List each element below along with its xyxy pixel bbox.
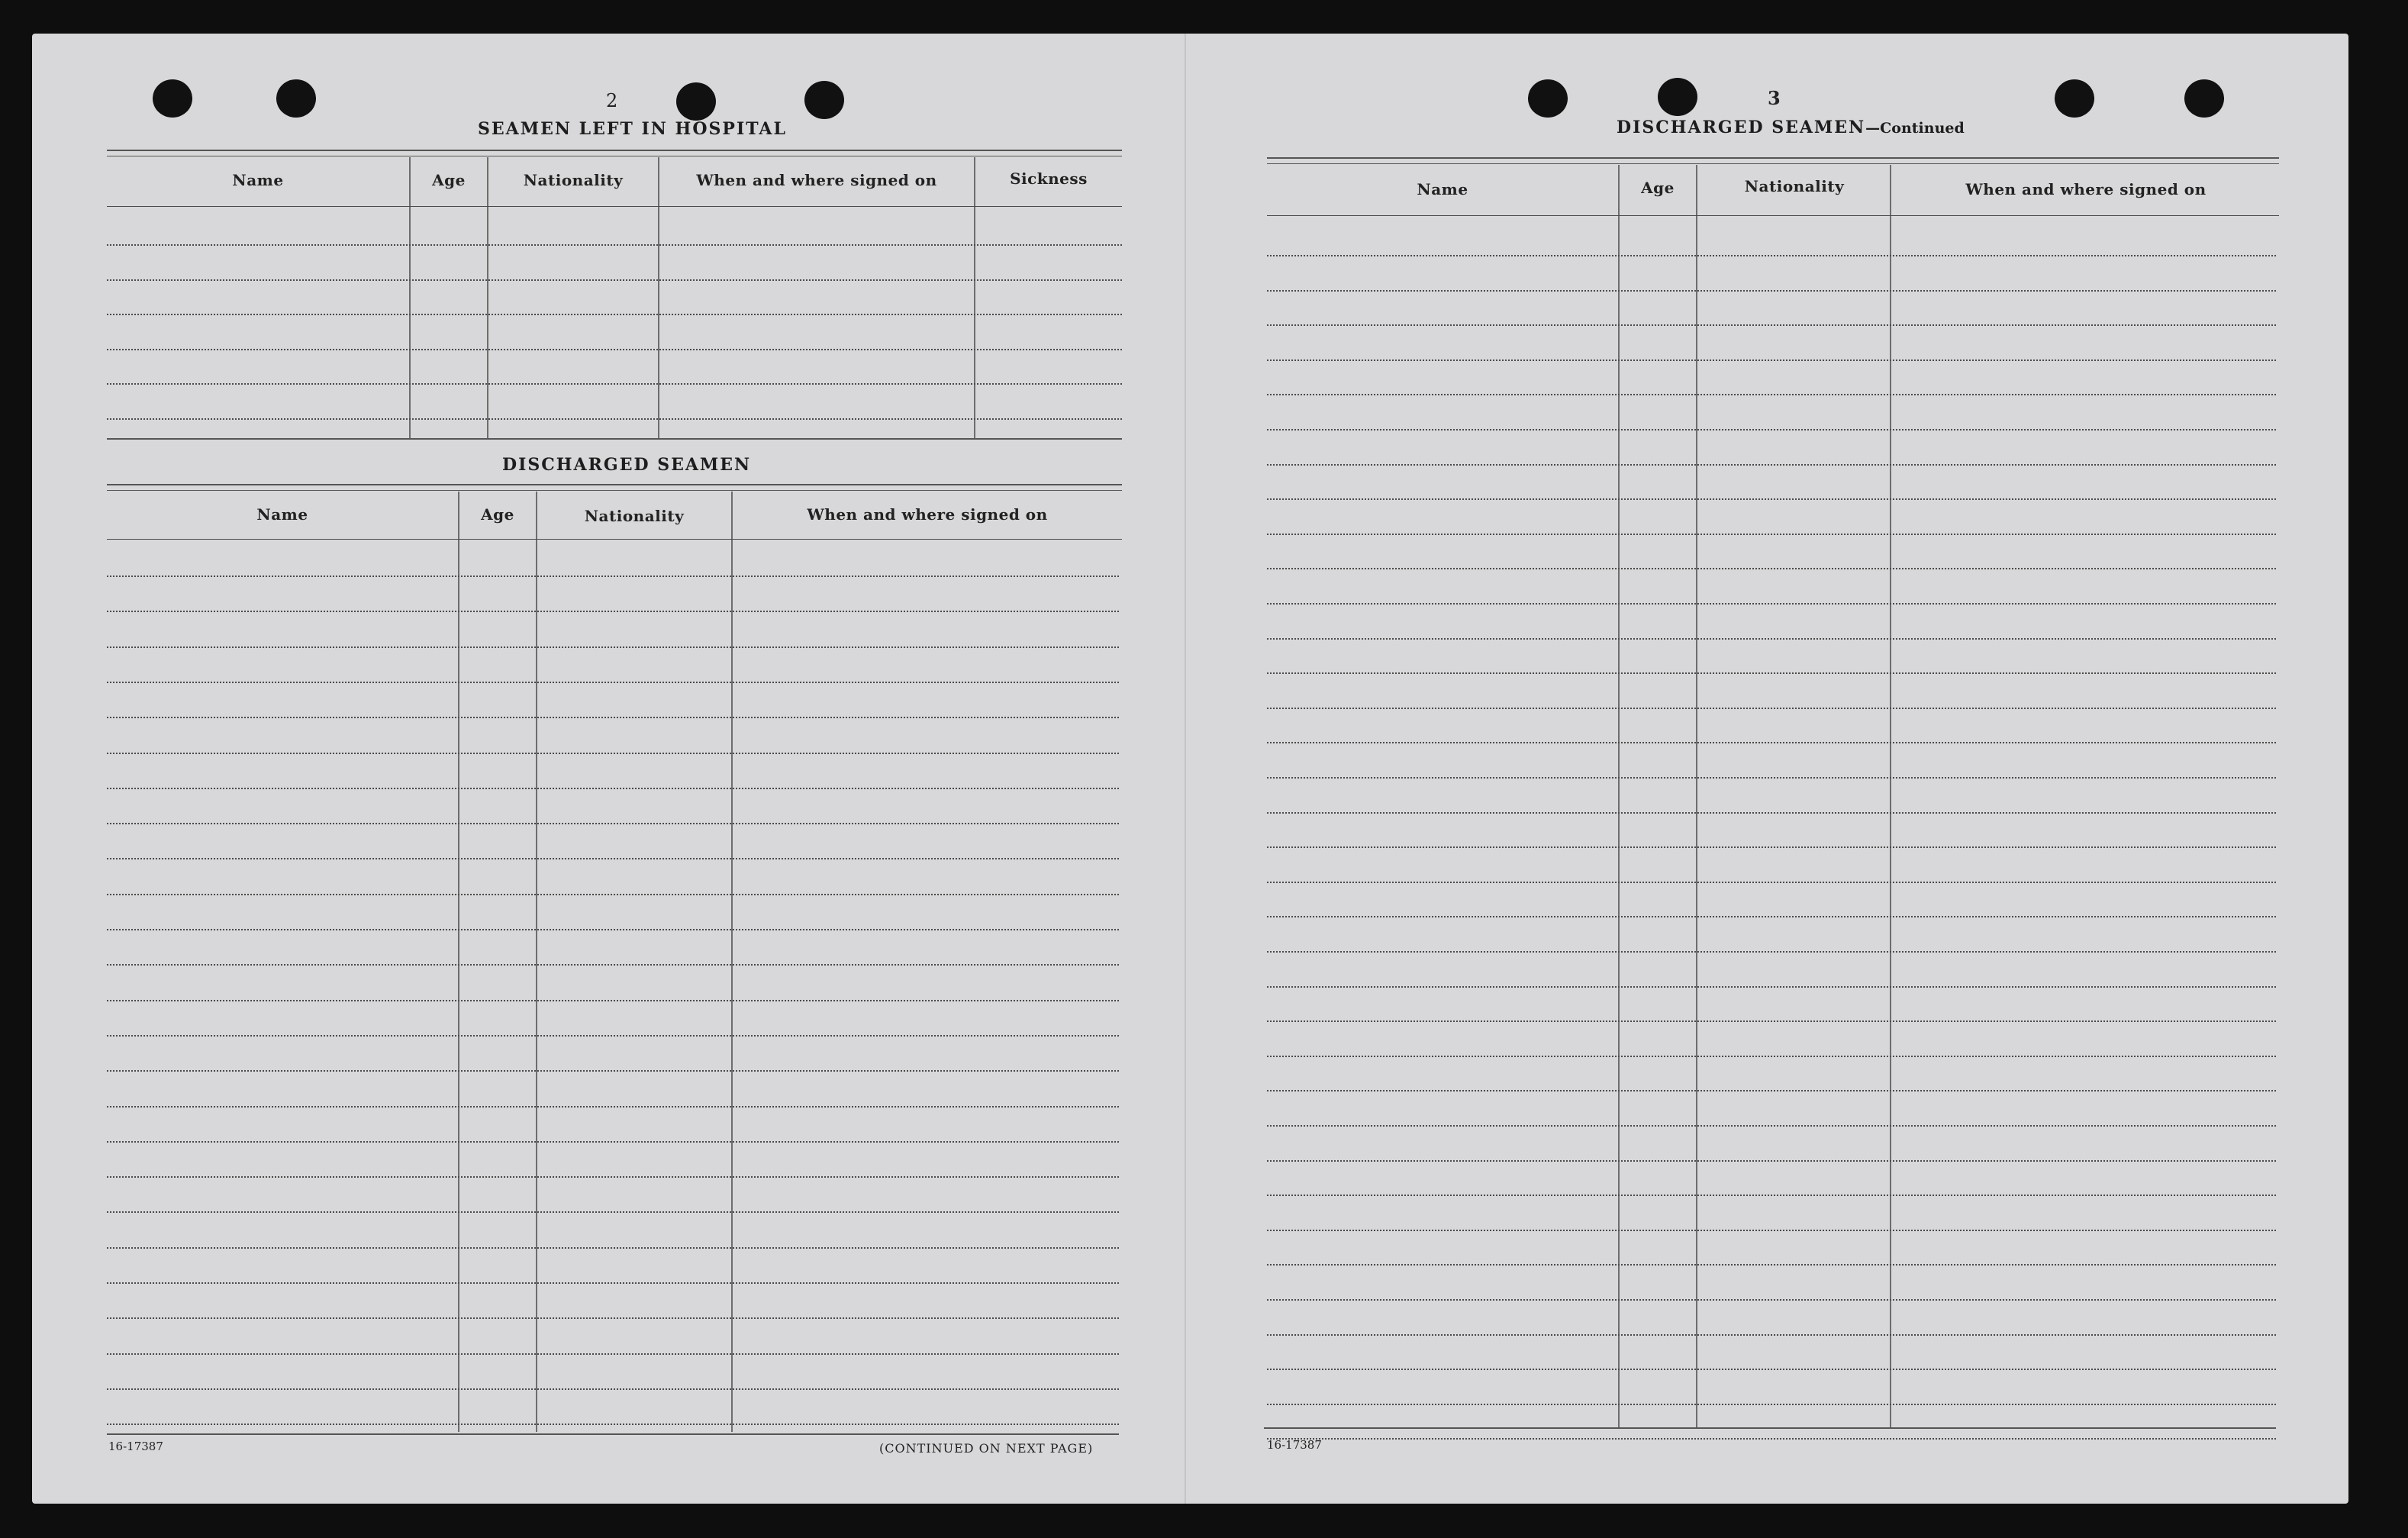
table-row — [1267, 324, 2276, 326]
table-row — [1267, 1090, 2276, 1091]
binder-hole-icon — [276, 79, 316, 118]
table-row — [107, 349, 1122, 350]
table-row — [1267, 1056, 2276, 1057]
header-underline — [107, 539, 1122, 540]
binder-hole-icon — [153, 79, 192, 118]
table-row — [1267, 882, 2276, 883]
table-top-rule — [1267, 163, 2279, 164]
table-row — [1267, 708, 2276, 709]
table-row — [1267, 498, 2276, 500]
table-row — [107, 1000, 1119, 1001]
table-row — [1267, 812, 2276, 814]
continued-suffix: —Continued — [1865, 120, 1965, 137]
column-divider — [487, 157, 488, 438]
table-row — [107, 858, 1119, 859]
table-row — [1267, 986, 2276, 988]
table-row — [107, 1211, 1119, 1213]
binder-hole-icon — [2055, 79, 2094, 118]
column-header-signed-on: When and where signed on — [1965, 180, 2207, 198]
table-row — [107, 1035, 1119, 1037]
table-bottom-rule — [107, 1433, 1119, 1435]
table-row — [1267, 1125, 2276, 1127]
table-row — [1267, 1020, 2276, 1022]
table-row — [1267, 951, 2276, 953]
table-row — [1267, 290, 2276, 292]
table-row — [107, 1317, 1119, 1319]
table-top-rule — [107, 150, 1122, 151]
table-row — [1267, 742, 2276, 743]
column-header-age: Age — [1641, 179, 1675, 197]
binder-hole-icon — [2184, 79, 2224, 118]
column-header-name: Name — [1417, 180, 1468, 198]
table-row — [1267, 394, 2276, 395]
table-row — [107, 1070, 1119, 1072]
column-header-sickness: Sickness — [1010, 169, 1088, 188]
table-row — [107, 1388, 1119, 1390]
column-divider — [409, 157, 411, 438]
binder-hole-icon — [804, 81, 844, 119]
table-row — [1267, 534, 2276, 535]
column-header-age: Age — [481, 505, 514, 524]
column-header-nationality: Nationality — [523, 171, 624, 189]
column-header-signed-on: When and where signed on — [696, 171, 937, 189]
table-row — [1267, 429, 2276, 430]
header-underline — [107, 206, 1122, 207]
column-divider — [1618, 165, 1620, 1427]
table-top-rule — [1267, 157, 2279, 159]
form-number: 16-17387 — [1267, 1438, 1322, 1452]
table-row — [107, 788, 1119, 789]
table-row — [107, 244, 1122, 246]
table-row — [107, 418, 1122, 420]
table-row — [107, 1106, 1119, 1108]
column-divider — [974, 157, 975, 438]
table-row — [107, 1424, 1119, 1425]
table-top-rule — [107, 490, 1122, 491]
table-row — [1267, 916, 2276, 917]
table-row — [1267, 255, 2276, 256]
table-row — [1267, 603, 2276, 605]
table-row — [1267, 1195, 2276, 1196]
table-row — [1267, 464, 2276, 466]
table-row — [107, 576, 1119, 577]
table-bottom-rule — [1264, 1427, 2276, 1429]
table-row — [107, 279, 1122, 281]
table-row — [107, 611, 1119, 612]
column-header-name: Name — [232, 171, 284, 189]
table-row — [107, 929, 1119, 930]
table-row — [1267, 360, 2276, 361]
column-divider — [1696, 165, 1697, 1427]
table-row — [1267, 568, 2276, 569]
table-row — [1267, 1438, 2276, 1440]
section-title-text: DISCHARGED SEAMEN — [1617, 118, 1866, 137]
page-number: 3 — [1768, 87, 1781, 109]
table-row — [1267, 1230, 2276, 1231]
table-row — [107, 1282, 1119, 1284]
column-header-age: Age — [432, 171, 466, 189]
binder-hole-icon — [1658, 78, 1697, 116]
binder-hole-icon — [676, 82, 716, 121]
table-row — [1267, 672, 2276, 674]
table-row — [1267, 1404, 2276, 1405]
table-row — [107, 717, 1119, 718]
column-header-nationality: Nationality — [1744, 177, 1845, 195]
page-number: 2 — [606, 90, 618, 111]
column-header-name: Name — [256, 505, 308, 524]
header-underline — [1267, 215, 2279, 216]
table-row — [1267, 1299, 2276, 1301]
form-number: 16-17387 — [108, 1440, 163, 1453]
table-row — [107, 314, 1122, 315]
table-row — [107, 1176, 1119, 1178]
table-row — [1267, 638, 2276, 640]
column-divider — [731, 492, 733, 1432]
table-row — [107, 753, 1119, 754]
table-row — [107, 823, 1119, 824]
table-row — [107, 646, 1119, 648]
table-row — [107, 964, 1119, 966]
table-row — [107, 1247, 1119, 1249]
column-header-signed-on: When and where signed on — [807, 505, 1048, 524]
column-divider — [536, 492, 537, 1432]
table-bottom-rule — [107, 438, 1122, 440]
table-row — [1267, 1264, 2276, 1266]
table-row — [107, 1353, 1119, 1355]
table-row — [1267, 846, 2276, 848]
table-row — [1267, 1369, 2276, 1370]
binder-hole-icon — [1528, 79, 1568, 118]
table-row — [1267, 1334, 2276, 1336]
table-row — [107, 682, 1119, 683]
column-header-nationality: Nationality — [584, 507, 685, 525]
table-row — [107, 1141, 1119, 1143]
discharged-continued-title — [1617, 118, 1965, 137]
discharged-section-title: DISCHARGED SEAMEN — [502, 455, 752, 475]
table-top-rule — [107, 484, 1122, 485]
column-divider — [658, 157, 659, 438]
table-row — [107, 894, 1119, 895]
table-row — [1267, 1160, 2276, 1162]
column-divider — [1890, 165, 1891, 1427]
column-divider — [458, 492, 459, 1432]
page-fold — [1185, 34, 1186, 1504]
table-row — [1267, 777, 2276, 779]
hospital-section-title: SEAMEN LEFT IN HOSPITAL — [478, 119, 787, 139]
continued-note: (CONTINUED ON NEXT PAGE) — [879, 1441, 1094, 1456]
table-row — [107, 383, 1122, 385]
